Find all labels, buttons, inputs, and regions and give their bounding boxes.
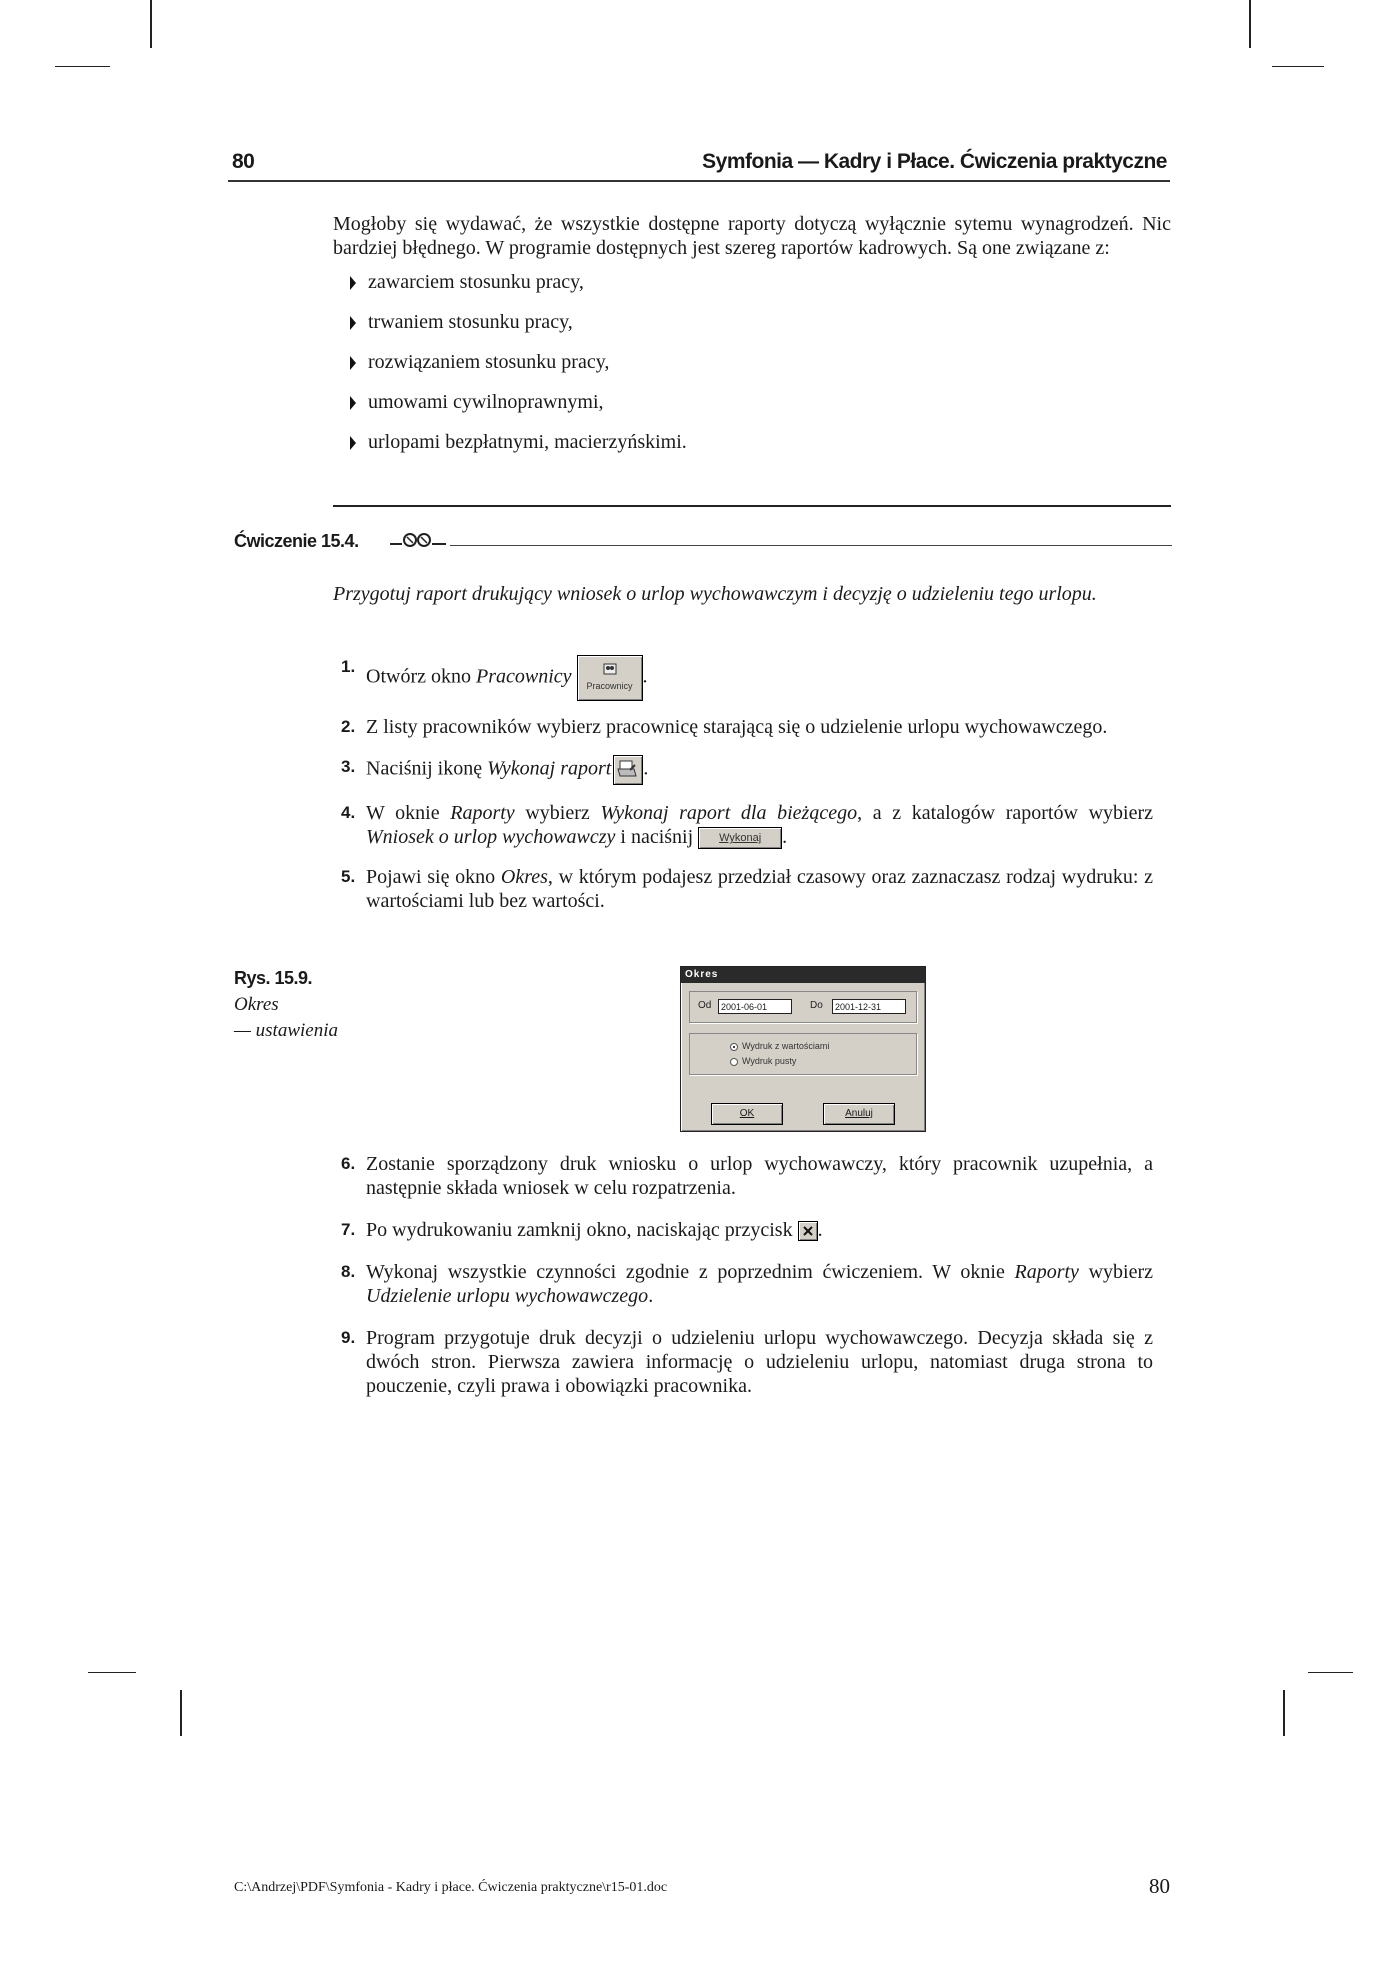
employees-icon [602,662,618,678]
exercise-decoration-icon [388,528,448,552]
wykonaj-button[interactable]: Wykonaj [698,827,782,849]
bullet-icon [350,316,356,330]
to-label: Do [810,1000,823,1011]
cancel-button[interactable]: Anuluj [823,1103,895,1125]
bullet-icon [350,276,356,290]
step-item: 4. W oknie Raporty wybierz Wykonaj raport dla bieżącego, a z katalogów raportów wybierz Wniosek o urlop wychowawczy i naciśnij Wykonaj . [341,802,1153,848]
crop-mark [1272,66,1324,67]
footer-file-path: C:\Andrzej\PDF\Symfonia - Kadry i płace. Ćwiczenia praktyczne\r15-01.doc [234,1880,668,1895]
figure-label: Rys. 15.9. [234,968,313,988]
step-item: 8. Wykonaj wszystkie czynności zgodnie z poprzednim ćwiczeniem. W oknie Raporty wybierz Udzielenie urlopu wychowawczego. [341,1261,1153,1307]
from-date-field[interactable]: 2001-06-01 [718,999,792,1014]
ok-button[interactable]: OK [711,1103,783,1125]
list-item: urlopami bezpłatnymi, macierzyńskimi. [333,430,1171,470]
list-item: zawarciem stosunku pracy, [333,270,1171,310]
list-item: trwaniem stosunku pracy, [333,310,1171,350]
list-item: rozwiązaniem stosunku pracy, [333,350,1171,390]
pracownicy-toolbar-button[interactable]: Pracownicy [577,655,643,701]
option-with-values-label: Wydruk z wartościami [742,1041,830,1051]
from-label: Od [698,1000,712,1011]
bullet-icon [350,436,356,450]
exercise-rule [450,545,1172,546]
crop-mark [55,66,110,67]
step-item: 6. Zostanie sporządzony druk wniosku o urlop wychowawczy, który pracownik uzupełnia, a następnie składa wniosek w celu rozpatrzenia. [341,1153,1153,1199]
step-item: 2. Z listy pracowników wybierz pracownicę starającą się o udzielenie urlopu wychowawczego. [341,716,1108,738]
run-report-button[interactable] [613,755,643,785]
bullet-icon [350,356,356,370]
to-date-field[interactable]: 2001-12-31 [832,999,906,1014]
header-page-number: 80 [232,150,255,173]
close-button[interactable] [798,1221,818,1241]
crop-mark [1249,0,1251,48]
crop-mark [150,0,152,48]
exercise-task: Przygotuj raport drukujący wniosek o urlop wychowawczym i decyzję o udzieleniu tego urlopu. [333,583,1097,605]
header-title: Symfonia — Kadry i Płace. Ćwiczenia praktyczne [702,150,1167,173]
crop-mark [1308,1672,1353,1673]
step-item: 9. Program przygotuje druk decyzji o udzieleniu urlopu wychowawczego. Decyzja składa się z dwóch stron. Pierwsza zawiera informację o udzieleniu urlopu, natomiast druga strona to pouczenie, czyli prawa i obowiązki pracownika. [341,1327,1153,1397]
close-icon [799,1222,817,1240]
radio-empty[interactable] [730,1058,738,1066]
step-item: 1. Otwórz okno Pracownicy Pracownicy . [333,655,1153,701]
print-report-icon [614,756,640,782]
date-range-group [689,991,917,1023]
radio-with-values[interactable] [730,1043,738,1051]
steps-list-top [333,655,1153,913]
print-type-group [689,1033,917,1075]
option-empty-label: Wydruk pusty [742,1056,797,1066]
header-rule [228,180,1170,182]
section-end-rule [333,505,1171,507]
figure-caption: Okres — ustawienia [234,994,338,1041]
crop-mark [88,1672,136,1673]
exercise-label: Ćwiczenie 15.4. [234,531,359,551]
intro-paragraph: Mogłoby się wydawać, że wszystkie dostępne raporty dotyczą wyłącznie sytemu wynagrodzeń. Nic bardziej błędnego. W programie dostępnych jest szereg raportów kadrowych. Są one związane z: [333,213,1171,259]
steps-list-bottom [333,1152,1153,1398]
okres-dialog [680,966,926,1132]
list-item: umowami cywilnoprawnymi, [333,390,1171,430]
step-item: 5. Pojawi się okno Okres, w którym podajesz przedział czasowy oraz zaznaczasz rodzaj wydruku: z wartościami lub bez wartości. [341,866,1153,913]
bullet-list [333,270,1171,470]
step-item: 3. Naciśnij ikonę Wykonaj raport . [333,755,1153,785]
crop-mark [180,1690,182,1736]
bullet-icon [350,396,356,410]
step-item: 7. Po wydrukowaniu zamknij okno, naciskając przycisk . [341,1219,823,1241]
footer-page-number: 80 [1149,1874,1170,1898]
dialog-title: Okres [681,967,925,983]
crop-mark [1283,1690,1285,1736]
intro-section [333,212,1171,470]
